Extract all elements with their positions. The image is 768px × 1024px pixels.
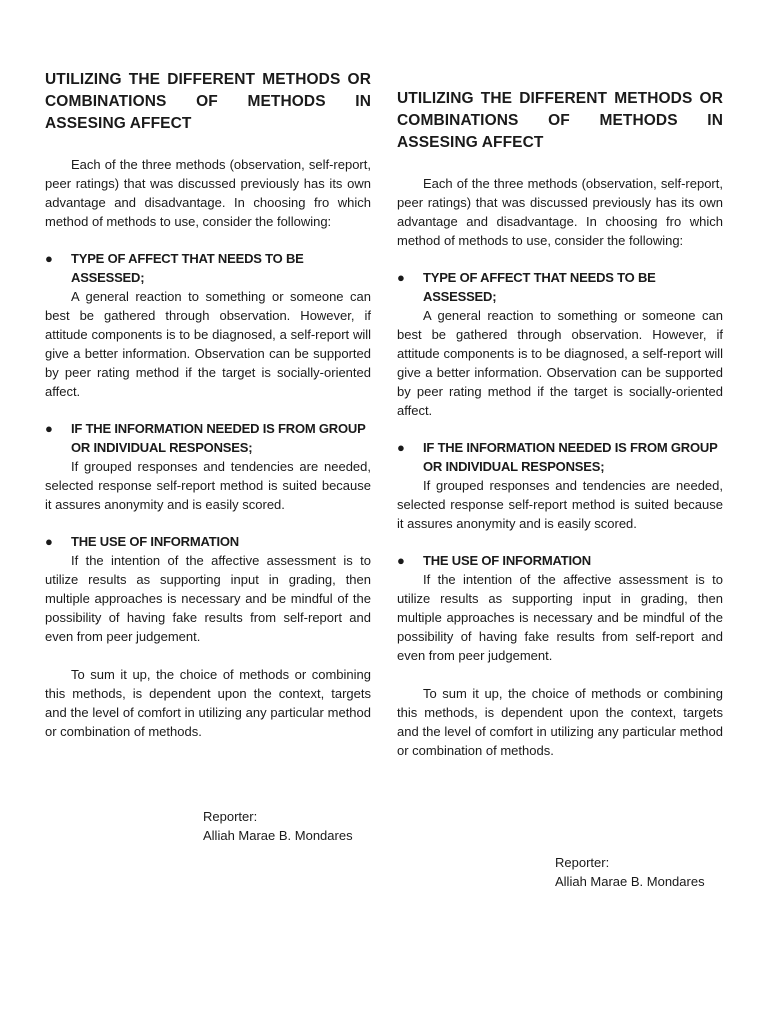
section-body: If grouped responses and tendencies are needed, selected response self-report method is suited because it assures anonymity and is easily scored. bbox=[397, 478, 723, 531]
section-heading-text: IF THE INFORMATION NEEDED IS FROM GROUP OR INDIVIDUAL RESPONSES; bbox=[423, 440, 718, 474]
section-heading bbox=[45, 249, 371, 287]
section-group-or-individual bbox=[397, 438, 723, 533]
section-heading bbox=[45, 532, 371, 551]
bullet-icon: ● bbox=[45, 251, 53, 266]
section-use-of-information bbox=[45, 532, 371, 646]
document-title: UTILIZING THE DIFFERENT METHODS OR COMBINATIONS OF METHODS IN ASSESING AFFECT bbox=[397, 90, 723, 151]
conclusion-paragraph: To sum it up, the choice of methods or combining this methods, is dependent upon the context, targets and the level of comfort in utilizing any particular method or combination of methods. bbox=[397, 686, 723, 758]
intro-paragraph: Each of the three methods (observation, self-report, peer ratings) that was discussed previously has its own advantage and disadvantage. In choosing fro which method of methods to use, consider the following: bbox=[45, 157, 371, 229]
section-heading-text: TYPE OF AFFECT THAT NEEDS TO BE ASSESSED; bbox=[423, 270, 656, 304]
bullet-icon: ● bbox=[45, 534, 53, 549]
reporter-name: Alliah Marae B. Mondares bbox=[555, 874, 705, 889]
section-body: If the intention of the affective assessment is to utilize results as supporting input in grading, then multiple approaches is necessary and be mindful of the possibility of having fake results from self-report and even from peer judgement. bbox=[45, 553, 371, 644]
section-heading bbox=[397, 438, 723, 476]
bullet-icon: ● bbox=[397, 553, 405, 568]
section-heading bbox=[45, 419, 371, 457]
bullet-icon: ● bbox=[45, 421, 53, 436]
section-use-of-information bbox=[397, 551, 723, 665]
document-column-left bbox=[45, 69, 371, 741]
reporter-label: Reporter: bbox=[555, 855, 610, 870]
section-heading-text: IF THE INFORMATION NEEDED IS FROM GROUP OR INDIVIDUAL RESPONSES; bbox=[71, 421, 366, 455]
intro-paragraph: Each of the three methods (observation, self-report, peer ratings) that was discussed previously has its own advantage and disadvantage. In choosing fro which method of methods to use, consider the following: bbox=[397, 176, 723, 248]
section-type-of-affect bbox=[45, 249, 371, 401]
section-group-or-individual bbox=[45, 419, 371, 514]
bullet-icon: ● bbox=[397, 270, 405, 285]
section-body: A general reaction to something or someone can best be gathered through observation. However, if attitude components is to be diagnosed, a self-report will give a better information. Observation can be supported by peer rating method if the target is socially-oriented affect. bbox=[397, 308, 723, 418]
reporter-block bbox=[555, 853, 705, 891]
section-heading-text: THE USE OF INFORMATION bbox=[71, 534, 239, 549]
section-body: If grouped responses and tendencies are needed, selected response self-report method is suited because it assures anonymity and is easily scored. bbox=[45, 459, 371, 512]
document-title: UTILIZING THE DIFFERENT METHODS OR COMBINATIONS OF METHODS IN ASSESING AFFECT bbox=[45, 71, 371, 132]
section-body: A general reaction to something or someone can best be gathered through observation. However, if attitude components is to be diagnosed, a self-report will give a better information. Observation can be supported by peer rating method if the target is socially-oriented affect. bbox=[45, 289, 371, 399]
section-heading bbox=[397, 551, 723, 570]
document-column-right bbox=[397, 88, 723, 760]
section-body: If the intention of the affective assessment is to utilize results as supporting input in grading, then multiple approaches is necessary and be mindful of the possibility of having fake results from self-report and even from peer judgement. bbox=[397, 572, 723, 663]
reporter-label: Reporter: bbox=[203, 809, 258, 824]
reporter-block bbox=[203, 807, 353, 845]
section-type-of-affect bbox=[397, 268, 723, 420]
section-heading-text: THE USE OF INFORMATION bbox=[423, 553, 591, 568]
section-heading-text: TYPE OF AFFECT THAT NEEDS TO BE ASSESSED; bbox=[71, 251, 304, 285]
bullet-icon: ● bbox=[397, 440, 405, 455]
reporter-name: Alliah Marae B. Mondares bbox=[203, 828, 353, 843]
section-heading bbox=[397, 268, 723, 306]
conclusion-paragraph: To sum it up, the choice of methods or combining this methods, is dependent upon the context, targets and the level of comfort in utilizing any particular method or combination of methods. bbox=[45, 667, 371, 739]
